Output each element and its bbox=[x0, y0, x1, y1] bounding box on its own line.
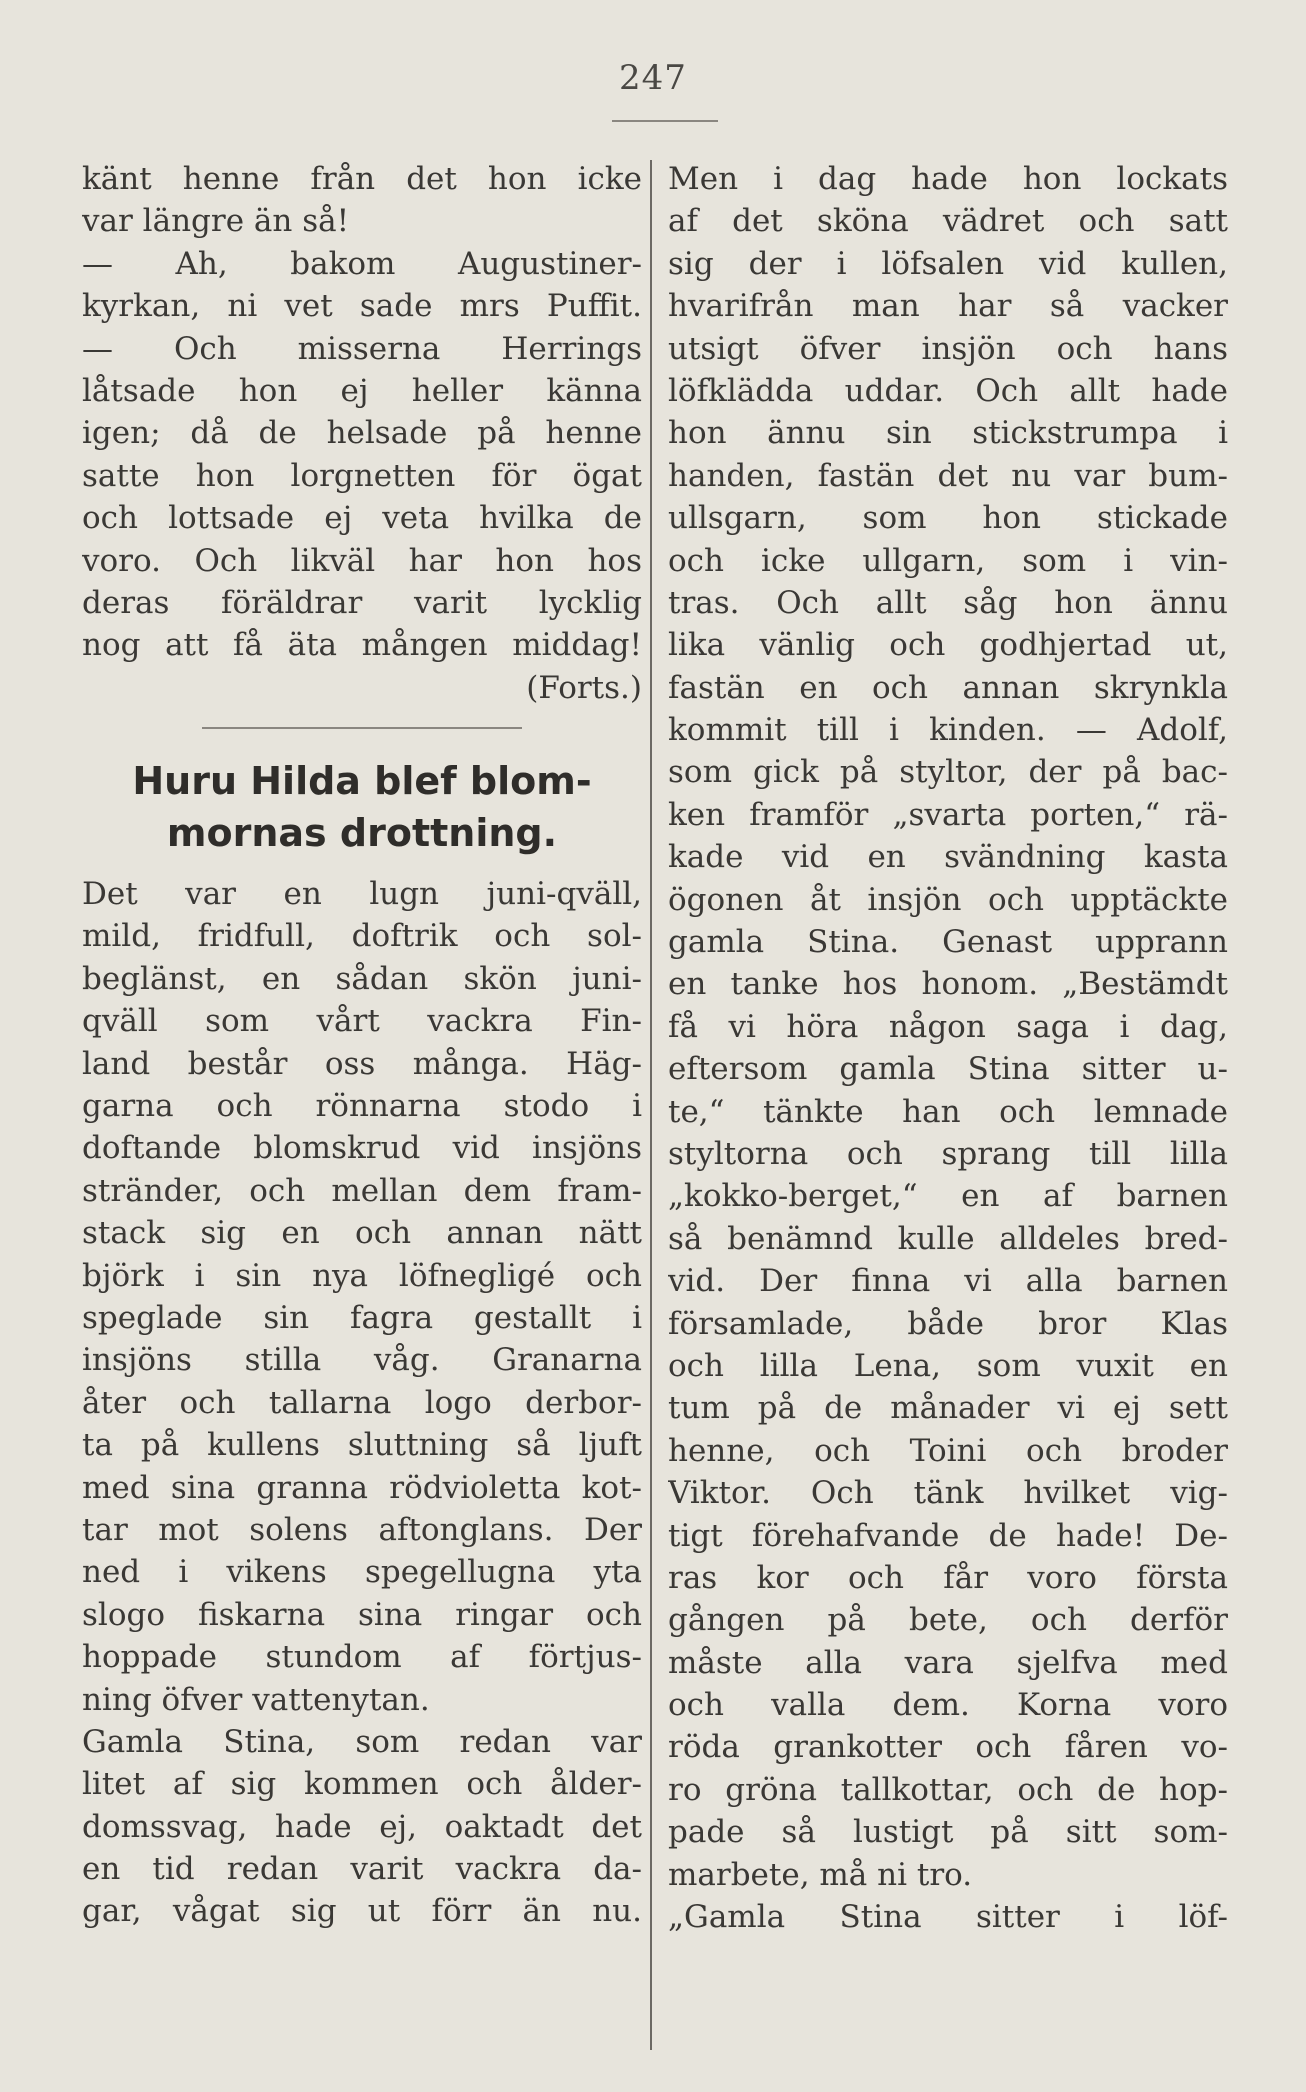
text-line: ullsgarn, som hon stickade bbox=[668, 500, 1228, 537]
text-line: kade vid en svändning kasta bbox=[668, 839, 1228, 876]
text-line: känt henne från det hon icke bbox=[82, 161, 642, 197]
text-line: Det var en lugn juni-qväll, bbox=[82, 876, 642, 913]
text-line: röda grankotter och fåren vo- bbox=[668, 1729, 1228, 1766]
text-line: deras föräldrar varit lycklig bbox=[82, 584, 642, 621]
text-line: garna och rönnarna stodo i bbox=[82, 1088, 642, 1125]
text-line: — Och misserna Herrings bbox=[82, 330, 642, 367]
text-line: få vi höra någon saga i dag, bbox=[668, 1008, 1228, 1045]
text-line: nog att få äta mången middag! bbox=[82, 627, 642, 664]
text-line: så benämnd kulle alldeles bred- bbox=[668, 1220, 1228, 1257]
text-line: lika vänlig och godhjertad ut, bbox=[668, 627, 1228, 664]
story-title-line: Huru Hilda blef blom- bbox=[132, 759, 592, 804]
text-line: mild, fridfull, doftrik och sol- bbox=[82, 918, 642, 955]
text-line: åter och tallarna logo derbor- bbox=[82, 1384, 642, 1421]
text-line: handen, fastän det nu var bum- bbox=[668, 457, 1228, 494]
text-line: stränder, och mellan dem fram- bbox=[82, 1172, 642, 1209]
text-line: kommit till i kinden. — Adolf, bbox=[668, 712, 1228, 749]
left-column bbox=[82, 158, 642, 1933]
text-line: tar mot solens aftonglans. Der bbox=[82, 1511, 642, 1548]
text-line: „kokko-berget,“ en af barnen bbox=[668, 1178, 1228, 1215]
text-line: kyrkan, ni vet sade mrs Puffit. bbox=[82, 288, 642, 325]
continuation-text bbox=[82, 158, 642, 709]
text-line: litet af sig kommen och ålder- bbox=[82, 1766, 642, 1803]
text-line: och icke ullgarn, som i vin- bbox=[668, 542, 1228, 579]
text-line: Viktor. Och tänk hvilket vig- bbox=[668, 1475, 1228, 1512]
text-line: hvarifrån man har så vacker bbox=[668, 288, 1228, 325]
text-line: hoppade stundom af förtjus- bbox=[82, 1639, 642, 1676]
story-title bbox=[82, 755, 642, 859]
header-rule bbox=[612, 120, 718, 122]
text-line: en tid redan varit vackra da- bbox=[82, 1851, 642, 1888]
text-line: ken framför „svarta porten,“ rä- bbox=[668, 796, 1228, 833]
text-line: — Ah, bakom Augustiner- bbox=[82, 245, 642, 282]
text-line: ras kor och får voro första bbox=[668, 1559, 1228, 1596]
text-line: tigt förehafvande de hade! De- bbox=[668, 1517, 1228, 1554]
text-line: fastän en och annan skrynkla bbox=[668, 669, 1228, 706]
text-line: af det sköna vädret och satt bbox=[668, 203, 1228, 240]
text-line: måste alla vara sjelfva med bbox=[668, 1644, 1228, 1681]
text-line: insjöns stilla våg. Granarna bbox=[82, 1342, 642, 1379]
story-title-line: mornas drottning. bbox=[166, 811, 558, 856]
text-line: Gamla Stina, som redan var bbox=[82, 1723, 642, 1760]
text-line: församlade, både bror Klas bbox=[668, 1305, 1228, 1342]
text-line: löfklädda uddar. Och allt hade bbox=[668, 372, 1228, 409]
text-line: var längre än så! bbox=[82, 203, 350, 240]
text-line: doftande blomskrud vid insjöns bbox=[82, 1130, 642, 1167]
text-line: henne, och Toini och broder bbox=[668, 1432, 1228, 1469]
text-line: land består oss många. Häg- bbox=[82, 1045, 642, 1082]
text-line: tum på de månader vi ej sett bbox=[668, 1390, 1228, 1427]
text-line: qväll som vårt vackra Fin- bbox=[82, 1003, 642, 1040]
text-line: stack sig en och annan nätt bbox=[82, 1215, 642, 1252]
text-line: „Gamla Stina sitter i löf- bbox=[668, 1899, 1228, 1936]
text-line: ro gröna tallkottar, och de hop- bbox=[668, 1771, 1228, 1808]
text-line: en tanke hos honom. „Bestämdt bbox=[668, 966, 1228, 1003]
text-line: satte hon lorgnetten för ögat bbox=[82, 457, 642, 494]
story-body bbox=[82, 873, 642, 1933]
text-line: marbete, må ni tro. bbox=[668, 1856, 973, 1893]
text-line: Men i dag hade hon lockats bbox=[668, 161, 1228, 197]
text-line: eftersom gamla Stina sitter u- bbox=[668, 1051, 1228, 1088]
text-line: igen; då de helsade på henne bbox=[82, 415, 642, 452]
text-line: te,“ tänkte han och lemnade bbox=[668, 1093, 1228, 1130]
text-line: och lottsade ej veta hvilka de bbox=[82, 500, 642, 537]
text-line: styltorna och sprang till lilla bbox=[668, 1135, 1228, 1172]
text-line: gången på bete, och derför bbox=[668, 1602, 1228, 1639]
text-line: som gick på styltor, der på bac- bbox=[668, 754, 1228, 791]
text-line: med sina granna rödvioletta kot- bbox=[82, 1469, 642, 1506]
right-column bbox=[668, 158, 1228, 1938]
text-line: ning öfver vattenytan. bbox=[82, 1681, 430, 1718]
text-line: gamla Stina. Genast upprann bbox=[668, 924, 1228, 961]
page-number: 247 bbox=[619, 58, 687, 98]
text-line: vid. Der finna vi alla barnen bbox=[668, 1263, 1228, 1300]
text-line: låtsade hon ej heller känna bbox=[82, 372, 642, 409]
forts-label: (Forts.) bbox=[526, 669, 642, 706]
text-line: sig der i löfsalen vid kullen, bbox=[668, 245, 1228, 282]
text-line: speglade sin fagra gestallt i bbox=[82, 1299, 642, 1336]
text-line: tras. Och allt såg hon ännu bbox=[668, 584, 1228, 621]
text-line: utsigt öfver insjön och hans bbox=[668, 330, 1228, 367]
text-line: pade så lustigt på sitt som- bbox=[668, 1814, 1228, 1851]
text-line: björk i sin nya löfnegligé och bbox=[82, 1257, 642, 1294]
section-separator bbox=[202, 727, 522, 729]
text-line: domssvag, hade ej, oaktadt det bbox=[82, 1808, 642, 1845]
text-line: ögonen åt insjön och upptäckte bbox=[668, 881, 1228, 918]
text-line: hon ännu sin stickstrumpa i bbox=[668, 415, 1228, 452]
text-line: och valla dem. Korna voro bbox=[668, 1687, 1228, 1724]
column-divider bbox=[650, 160, 652, 2050]
text-line: slogo fiskarna sina ringar och bbox=[82, 1596, 642, 1633]
text-line: gar, vågat sig ut förr än nu. bbox=[82, 1893, 642, 1930]
text-line: beglänst, en sådan skön juni- bbox=[82, 960, 642, 997]
text-line: ned i vikens spegellugna yta bbox=[82, 1554, 642, 1591]
text-line: och lilla Lena, som vuxit en bbox=[668, 1347, 1228, 1384]
text-line: voro. Och likväl har hon hos bbox=[82, 542, 642, 579]
text-line: ta på kullens sluttning så ljuft bbox=[82, 1427, 642, 1464]
